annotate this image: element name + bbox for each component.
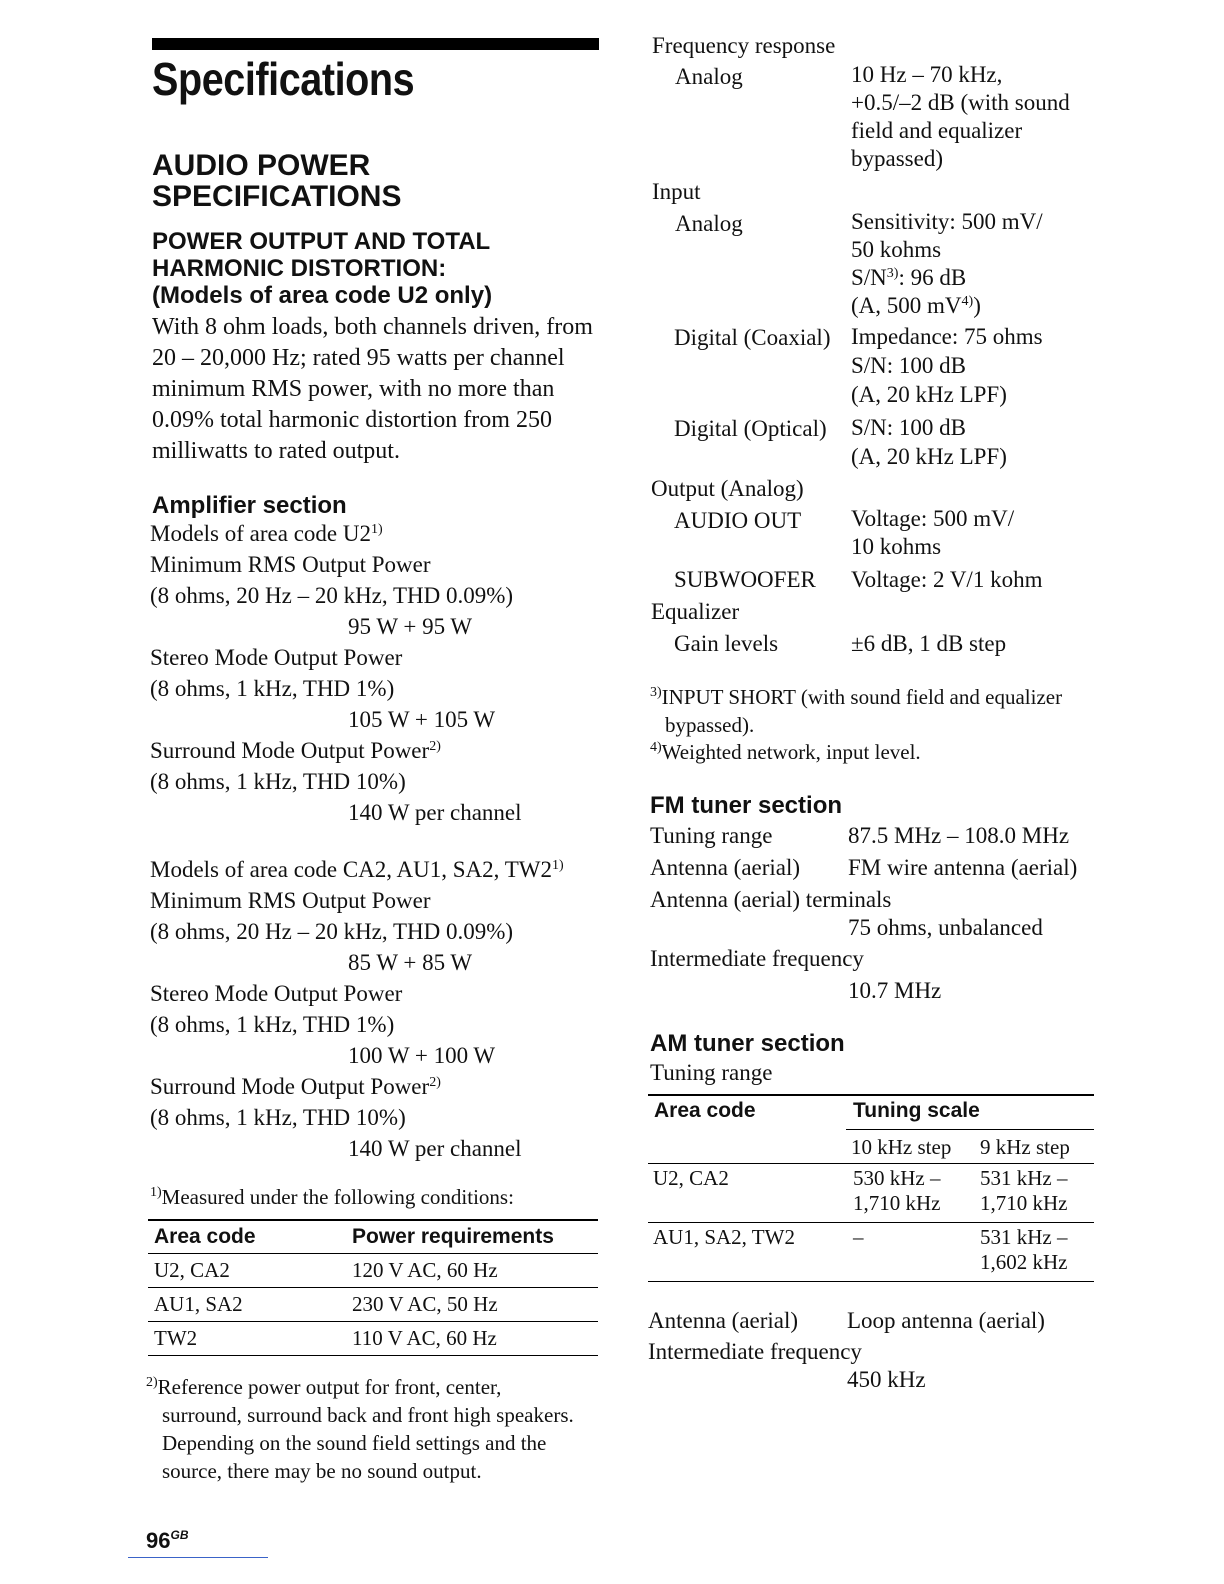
table-rule (846, 1129, 1094, 1130)
column-subheader: 10 kHz step (851, 1135, 952, 1159)
value-line: S/N: 100 dB (851, 415, 967, 440)
am-tuner-heading: AM tuner section (650, 1030, 845, 1057)
footnote-2 (146, 1373, 574, 1485)
cell-line: 1,710 kHz (853, 1191, 941, 1215)
footnote-2-line: $^{2)}$Reference power output for front, center, (146, 1375, 502, 1399)
surround-label: Surround Mode Output Power$^{2)}$ (150, 1074, 441, 1099)
value-line: (A, 20 kHz LPF) (851, 444, 1007, 469)
footnote-2-line: source, there may be no sound output. (162, 1459, 482, 1483)
cell-line: 530 kHz – (853, 1166, 941, 1190)
audio-heading-line-2: SPECIFICATIONS (152, 180, 402, 213)
am-antenna-label: Antenna (aerial) (648, 1308, 799, 1333)
surround-value: 140 W per channel (348, 800, 522, 825)
column-header: Area code (154, 1225, 256, 1248)
table-cell (853, 1225, 864, 1250)
audio-heading-line-1: AUDIO POWER (152, 149, 371, 182)
value-line: 50 kohms (851, 237, 942, 262)
am-if-label: Intermediate frequency (648, 1339, 862, 1364)
value-line: (A, 500 $mV^{4)}$) (851, 293, 981, 318)
stereo-value: 100 W + 100 W (348, 1043, 496, 1068)
cell-line: 1,710 kHz (980, 1191, 1068, 1215)
table-rule (648, 1281, 1094, 1282)
footnote-3 (650, 683, 1062, 739)
surround-condition: (8 ohms, 1 kHz, THD 10%) (150, 1105, 406, 1130)
power-heading-line-1: POWER OUTPUT AND TOTAL (152, 228, 491, 255)
stereo-condition: (8 ohms, 1 kHz, THD 1%) (150, 676, 395, 701)
table-cell: U2, CA2 (154, 1258, 230, 1282)
power-text-line: 0.09% total harmonic distortion from 250 (152, 407, 552, 433)
audio-out-label: AUDIO OUT (674, 508, 802, 533)
analog-freq-value (851, 61, 1070, 173)
power-heading-line-3: (Models of area code U2 only) (152, 282, 493, 309)
table-row (148, 1254, 598, 1288)
page-number-underline (128, 1557, 268, 1558)
page-title: Specifications (152, 53, 415, 105)
power-text-line: 20 – 20,000 Hz; rated 95 watts per channel (152, 345, 565, 371)
table-header-row (148, 1220, 598, 1254)
min-rms-label: Minimum RMS Output Power (150, 888, 431, 913)
audio-power-heading (152, 150, 401, 212)
analog-input-label: Analog (675, 211, 743, 236)
min-rms-condition: (8 ohms, 20 Hz – 20 kHz, THD 0.09%) (150, 919, 514, 944)
value-line: bypassed) (851, 146, 943, 171)
fm-tuning-range-label: Tuning range (650, 823, 773, 848)
equalizer-label: Equalizer (651, 599, 740, 624)
table-rule (648, 1163, 1094, 1164)
power-output-text (152, 312, 593, 467)
value-line: field and equalizer (851, 118, 1023, 143)
page-number-value: 96 (146, 1528, 171, 1553)
footnote-4: $^{4)}$Weighted network, input level. (650, 740, 921, 764)
fm-tuner-heading: FM tuner section (650, 792, 843, 819)
digital-optical-value (851, 413, 1007, 471)
page-suffix: GB (170, 1528, 189, 1542)
am-tuning-table (648, 1094, 1094, 1282)
power-text-line: With 8 ohm loads, both channels driven, from (152, 314, 593, 340)
min-rms-condition: (8 ohms, 20 Hz – 20 kHz, THD 0.09%) (150, 583, 514, 608)
value-line: 10 kohms (851, 534, 942, 559)
cell-line: – (853, 1225, 864, 1249)
table-cell: AU1, SA2, TW2 (653, 1225, 795, 1249)
frequency-response-label: Frequency response (652, 33, 836, 58)
value-line: Sensitivity: 500 mV/ (851, 209, 1043, 234)
title-rule (152, 38, 599, 50)
power-requirements-table (148, 1219, 598, 1356)
stereo-label: Stereo Mode Output Power (150, 645, 403, 670)
models-line: Models of area code U2$^{1)}$ (150, 521, 383, 546)
analog-freq-label: Analog (675, 64, 743, 89)
surround-label: Surround Mode Output Power$^{2)}$ (150, 738, 441, 763)
digital-optical-label: Digital (Optical) (674, 416, 827, 441)
cell-line: 531 kHz – (980, 1225, 1068, 1249)
amplifier-section-heading: Amplifier section (152, 492, 347, 519)
fm-tuning-range-value: 87.5 MHz – 108.0 MHz (848, 823, 1070, 848)
amplifier-group-others (150, 854, 590, 1164)
value-line: S/N: 100 dB (851, 353, 967, 378)
analog-input-value (851, 208, 1043, 320)
table-cell (980, 1166, 1068, 1216)
min-rms-value: 85 W + 85 W (348, 950, 473, 975)
table-cell (853, 1166, 941, 1216)
value-line: $S/N^{3)}$: 96 dB (851, 265, 967, 290)
subwoofer-label: SUBWOOFER (674, 567, 816, 592)
gain-levels-value: ±6 dB, 1 dB step (851, 631, 1007, 656)
subwoofer-value: Voltage: 2 V/1 kohm (851, 567, 1043, 592)
output-analog-label: Output (Analog) (651, 476, 804, 501)
table-cell: 110 V AC, 60 Hz (352, 1326, 497, 1350)
page-number (146, 1528, 188, 1554)
stereo-condition: (8 ohms, 1 kHz, THD 1%) (150, 1012, 395, 1037)
amplifier-group-u2 (150, 518, 590, 828)
surround-value: 140 W per channel (348, 1136, 522, 1161)
table-cell: U2, CA2 (653, 1166, 729, 1190)
cell-line: 531 kHz – (980, 1166, 1068, 1190)
footnote-3-line: $^{3)}$INPUT SHORT (with sound field and equalizer (650, 685, 1063, 709)
fm-antenna-label: Antenna (aerial) (650, 855, 801, 880)
input-label: Input (652, 179, 701, 204)
stereo-value: 105 W + 105 W (348, 707, 496, 732)
value-line: Voltage: 500 mV/ (851, 506, 1015, 531)
column-header: Tuning scale (853, 1099, 980, 1122)
column-subheader: 9 kHz step (980, 1135, 1070, 1159)
fm-terminals-value: 75 ohms, unbalanced (848, 915, 1043, 940)
surround-condition: (8 ohms, 1 kHz, THD 10%) (150, 769, 406, 794)
am-tuning-range-label: Tuning range (650, 1060, 773, 1085)
column-header: Power requirements (352, 1225, 554, 1248)
fm-terminals-label: Antenna (aerial) terminals (650, 887, 892, 912)
power-text-line: milliwatts to rated output. (152, 438, 400, 464)
min-rms-value: 95 W + 95 W (348, 614, 473, 639)
column-header: Area code (654, 1099, 756, 1122)
digital-coaxial-value (851, 322, 1043, 409)
digital-coaxial-label: Digital (Coaxial) (674, 325, 831, 350)
footnote-2-line: surround, surround back and front high speakers. (162, 1403, 574, 1427)
value-line: +0.5/–2 dB (with sound (851, 90, 1070, 115)
fm-if-value: 10.7 MHz (848, 978, 942, 1003)
table-row (148, 1322, 598, 1356)
table-cell: TW2 (154, 1326, 198, 1350)
fm-antenna-value: FM wire antenna (aerial) (848, 855, 1078, 880)
models-line: Models of area code CA2, AU1, SA2, TW2$^{1)}$ (150, 857, 564, 882)
stereo-label: Stereo Mode Output Power (150, 981, 403, 1006)
min-rms-label: Minimum RMS Output Power (150, 552, 431, 577)
power-output-heading (152, 228, 492, 309)
power-text-line: minimum RMS power, with no more than (152, 376, 555, 402)
audio-out-value (851, 505, 1014, 561)
value-line: Impedance: 75 ohms (851, 324, 1043, 349)
value-line: 10 Hz – 70 kHz, (851, 62, 1003, 87)
footnote-1: $^{1)}$Measured under the following conditions: (150, 1185, 514, 1209)
table-cell: 120 V AC, 60 Hz (352, 1258, 498, 1282)
table-cell: 230 V AC, 50 Hz (352, 1292, 498, 1316)
gain-levels-label: Gain levels (674, 631, 779, 656)
fm-if-label: Intermediate frequency (650, 946, 864, 971)
power-heading-line-2: HARMONIC DISTORTION: (152, 255, 447, 282)
table-row (148, 1288, 598, 1322)
footnote-3-line: bypassed). (665, 713, 755, 737)
am-if-value: 450 kHz (847, 1367, 926, 1392)
value-line: (A, 20 kHz LPF) (851, 382, 1007, 407)
am-antenna-value: Loop antenna (aerial) (847, 1308, 1045, 1333)
table-rule (648, 1222, 1094, 1223)
table-cell: AU1, SA2 (154, 1292, 243, 1316)
table-cell (980, 1225, 1068, 1275)
footnote-2-line: Depending on the sound field settings and the (162, 1431, 547, 1455)
cell-line: 1,602 kHz (980, 1250, 1068, 1274)
table-rule (648, 1094, 1094, 1096)
